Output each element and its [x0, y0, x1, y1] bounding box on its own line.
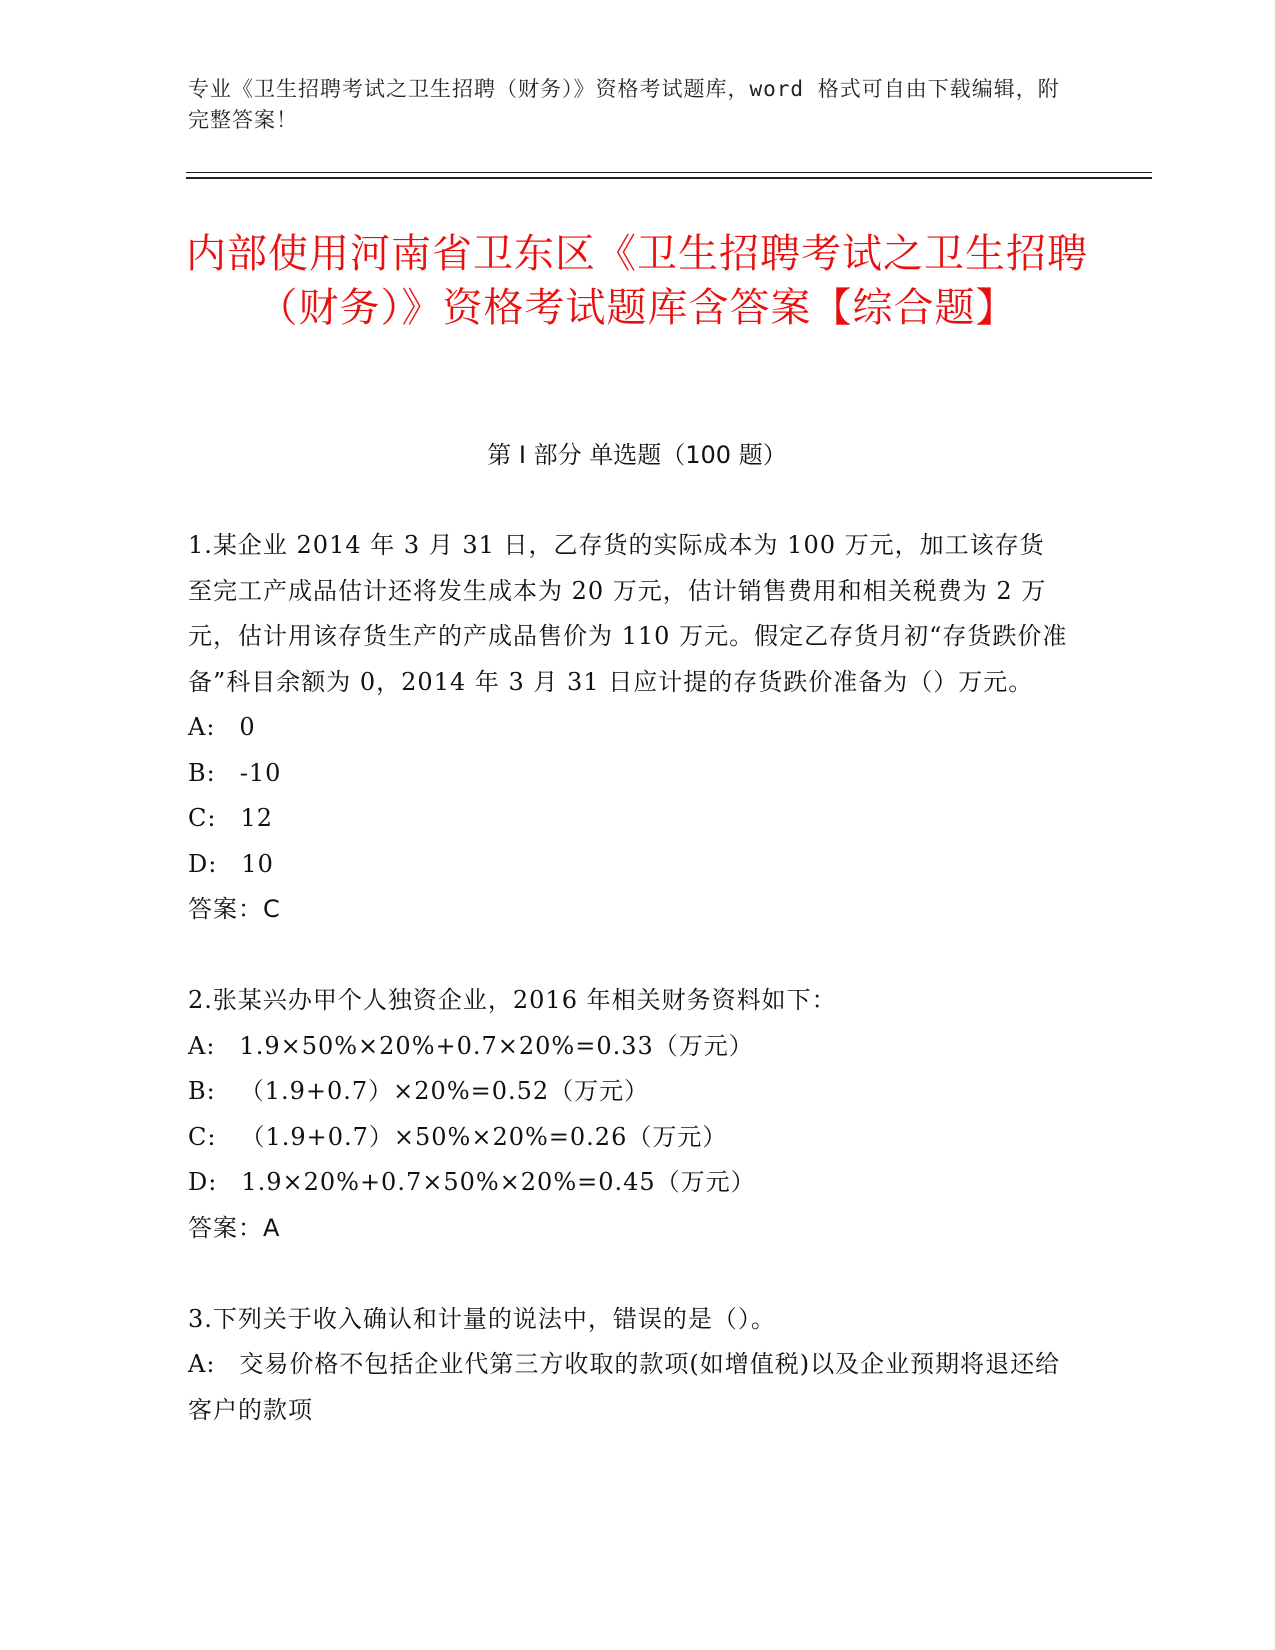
option-text: 交易价格不包括企业代第三方收取的款项(如增值税)以及企业预期将退还给客户的款项 — [188, 1350, 1061, 1424]
question-stem: 1.某企业 2014 年 3 月 31 日，乙存货的实际成本为 100 万元，加工该存货至完工产成品估计还将发生成本为 20 万元，估计销售费用和相关税费为 2 万元，估计用该存货生产的产成品售价为 110 万元。假定乙存货月初“存货跌价准备”科目余额为 0，2014 年 3 月 31 日应计提的存货跌价准备为（）万元。 — [188, 531, 1068, 696]
option-text: （1.9+0.7）×20%=0.52（万元） — [239, 1077, 650, 1105]
question-stem: 2.张某兴办甲个人独资企业，2016 年相关财务资料如下： — [188, 986, 837, 1014]
answer-prefix: 答案： — [188, 895, 263, 923]
question-stem: 3.下列关于收入确认和计量的说法中，错误的是（）。 — [188, 1304, 776, 1333]
question-list — [188, 523, 1068, 1479]
header-rule-thin — [186, 172, 1152, 173]
option-text: 1.9×20%+0.7×50%×20%=0.45（万元） — [241, 1168, 756, 1196]
option-text: -10 — [239, 758, 282, 787]
option-key: A: — [188, 713, 216, 741]
option-d — [188, 1160, 1068, 1206]
option-b — [188, 1069, 1068, 1115]
answer-line — [188, 1206, 1068, 1252]
header-note: 专业《卫生招聘考试之卫生招聘（财务）》资格考试题库，word 格式可自由下载编辑，附完整答案！ — [188, 77, 1060, 132]
option-key: D: — [188, 849, 218, 878]
question-1 — [188, 523, 1068, 933]
option-d — [188, 842, 1068, 888]
option-key: D: — [188, 1168, 218, 1196]
option-text: 0 — [239, 713, 256, 741]
option-text: 10 — [241, 849, 274, 878]
question-3 — [188, 1297, 1068, 1434]
option-b — [188, 751, 1068, 797]
option-a — [188, 1024, 1068, 1070]
option-c — [188, 1115, 1068, 1161]
option-a — [188, 705, 1068, 751]
option-text: 1.9×50%×20%+0.7×20%=0.33（万元） — [239, 1031, 754, 1060]
document-title: 内部使用河南省卫东区《卫生招聘考试之卫生招聘（财务）》资格考试题库含答案【综合题】 — [186, 231, 1088, 331]
option-key: B: — [188, 1077, 216, 1105]
section-heading: 第 I 部分 单选题（100 题） — [487, 441, 787, 469]
question-2 — [188, 978, 1068, 1251]
option-key: A: — [188, 1031, 216, 1060]
answer-prefix: 答案： — [188, 1213, 263, 1242]
option-a — [188, 1342, 1068, 1433]
option-text: 12 — [240, 804, 273, 832]
answer-line — [188, 887, 1068, 933]
option-key: C: — [188, 1122, 217, 1151]
option-c — [188, 796, 1068, 842]
answer-value: A — [263, 1213, 281, 1242]
option-text: （1.9+0.7）×50%×20%=0.26（万元） — [240, 1122, 728, 1151]
header-rule-thick — [186, 177, 1152, 179]
option-key: C: — [188, 804, 217, 832]
answer-value: C — [263, 895, 281, 923]
option-key: B: — [188, 758, 216, 787]
option-key: A: — [188, 1350, 216, 1378]
